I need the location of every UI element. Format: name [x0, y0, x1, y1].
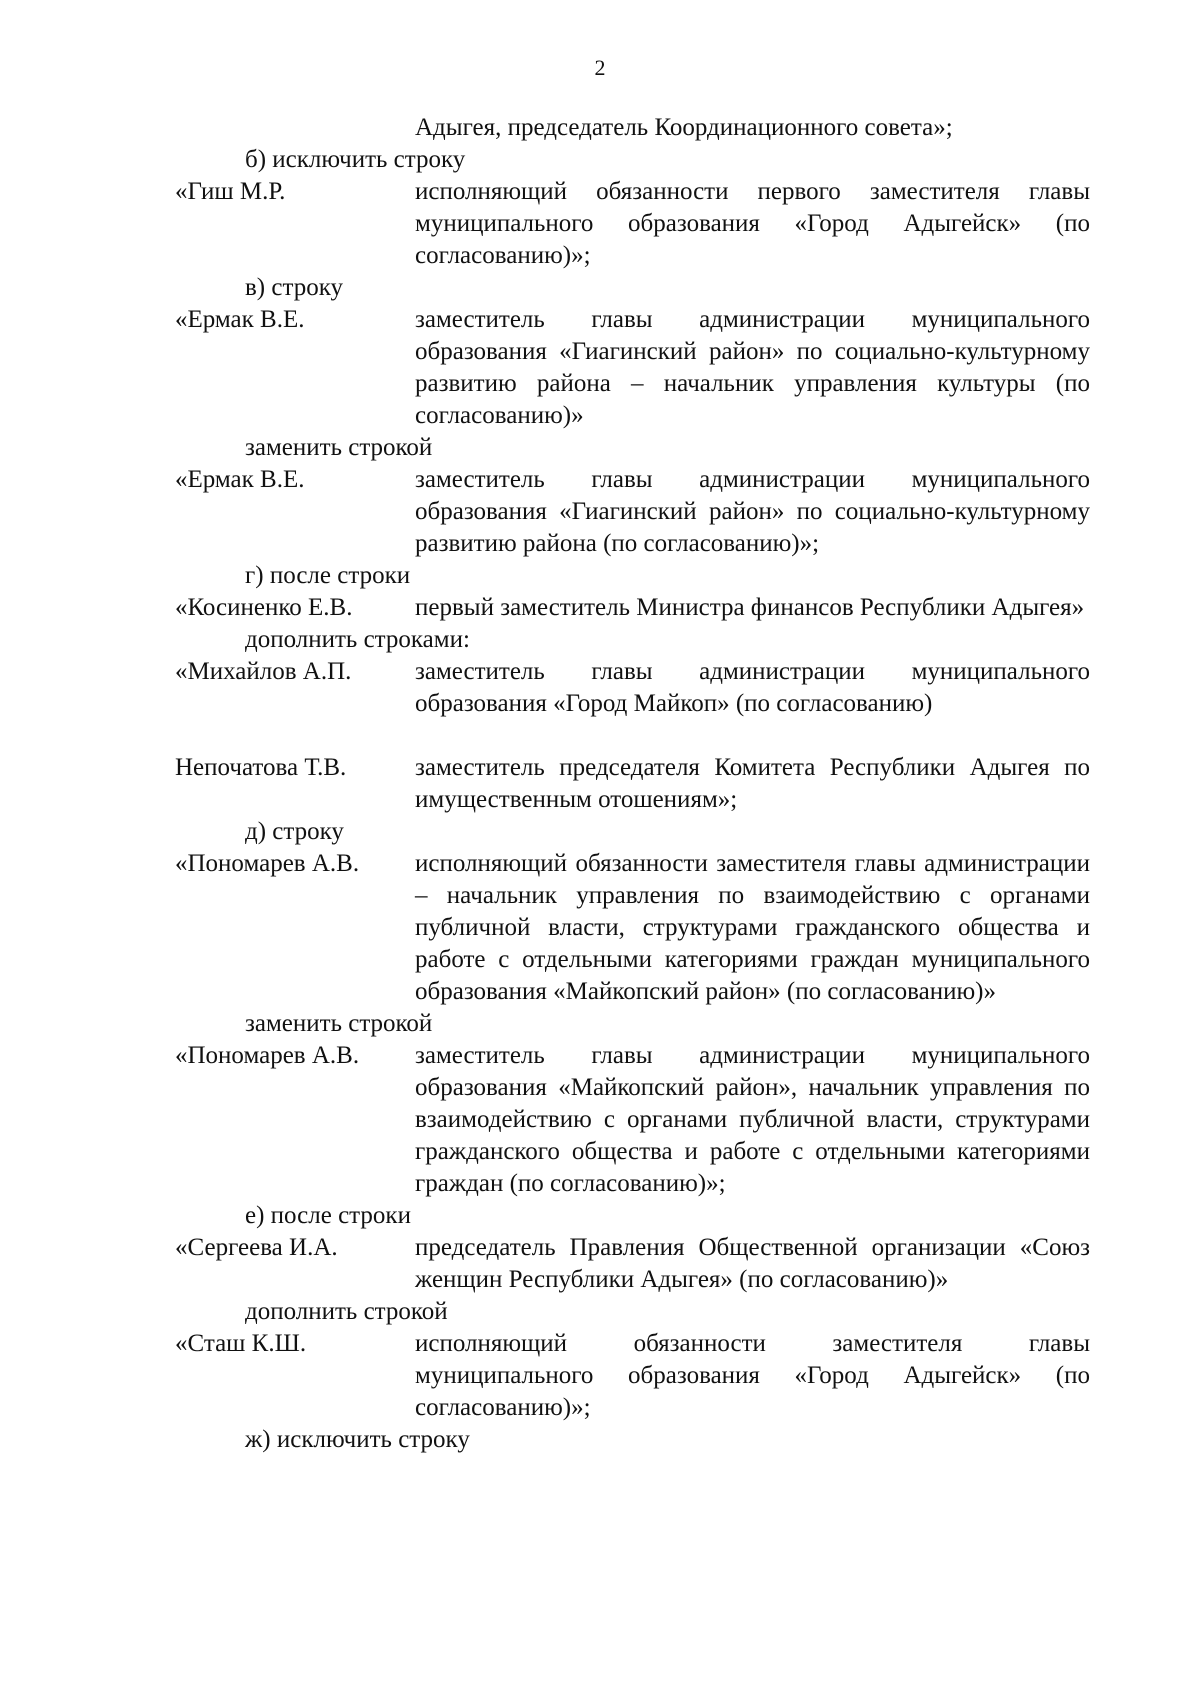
instruction-line: дополнить строкой	[245, 1298, 448, 1325]
member-entry	[175, 848, 1090, 1008]
member-entry	[175, 592, 1090, 624]
member-entry	[175, 656, 1090, 720]
member-name: «Сергеева И.А.	[175, 1234, 338, 1261]
page-number: 2	[594, 55, 606, 80]
member-position: заместитель главы администрации муниципального образования «Город Майкоп» (по согласованию)	[415, 658, 1090, 717]
member-position: заместитель председателя Комитета Республики Адыгея по имущественным отошениям»;	[415, 754, 1090, 813]
member-position: исполняющий обязанности заместителя главы муниципального образования «Город Адыгейск» (по согласованию)»;	[415, 1330, 1090, 1421]
member-name: «Пономарев А.В.	[175, 1042, 360, 1069]
instruction-line: ж) исключить строку	[245, 1426, 470, 1453]
amendment-list	[175, 144, 1090, 1456]
instruction-line: дополнить строками:	[245, 626, 470, 653]
member-entry	[175, 1232, 1090, 1296]
member-position: заместитель главы администрации муниципального образования «Майкопский район», начальник управления по взаимодействию с органами публичной власти, структурами гражданского общества и работе с отдельными категориями граждан (по согласованию)»;	[415, 1042, 1090, 1197]
instruction-line: д) строку	[245, 818, 344, 845]
instruction-line: б) исключить строку	[245, 146, 466, 173]
member-name: Непочатова Т.В.	[175, 754, 347, 781]
member-entry	[175, 1040, 1090, 1200]
continuation-line: Адыгея, председатель Координационного совета»;	[415, 114, 953, 141]
member-position: первый заместитель Министра финансов Республики Адыгея»	[415, 594, 1085, 621]
instruction-line: в) строку	[245, 274, 343, 301]
document-body	[175, 112, 1090, 1456]
member-name: «Сташ К.Ш.	[175, 1330, 307, 1357]
member-entry	[175, 304, 1090, 432]
instruction-line: заменить строкой	[245, 434, 433, 461]
member-name: «Михайлов А.П.	[175, 658, 352, 685]
member-position: исполняющий обязанности первого заместителя главы муниципального образования «Город Адыгейск» (по согласованию)»;	[415, 178, 1090, 269]
instruction-line: г) после строки	[245, 562, 411, 589]
member-entry	[175, 1328, 1090, 1424]
member-position: заместитель главы администрации муниципального образования «Гиагинский район» по социально-культурному развитию района – начальник управления культуры (по согласованию)»	[415, 306, 1090, 429]
member-position: исполняющий обязанности заместителя главы администрации – начальник управления по взаимодействию с органами публичной власти, структурами гражданского общества и работе с отдельными категориями граждан муниципального образования «Майкопский район» (по согласованию)»	[415, 850, 1090, 1005]
member-name: «Гиш М.Р.	[175, 178, 286, 205]
instruction-line: заменить строкой	[245, 1010, 433, 1037]
member-name: «Ермак В.Е.	[175, 466, 305, 493]
member-entry	[175, 176, 1090, 272]
member-position: заместитель главы администрации муниципального образования «Гиагинский район» по социально-культурному развитию района (по согласованию)»;	[415, 466, 1090, 557]
member-entry	[175, 752, 1090, 816]
member-name: «Пономарев А.В.	[175, 850, 360, 877]
instruction-line: е) после строки	[245, 1202, 411, 1229]
blank-line	[175, 720, 1090, 752]
member-name: «Косиненко Е.В.	[175, 594, 353, 621]
member-position: председатель Правления Общественной организации «Союз женщин Республики Адыгея» (по согласованию)»	[415, 1234, 1090, 1293]
member-entry	[175, 464, 1090, 560]
member-name: «Ермак В.Е.	[175, 306, 305, 333]
